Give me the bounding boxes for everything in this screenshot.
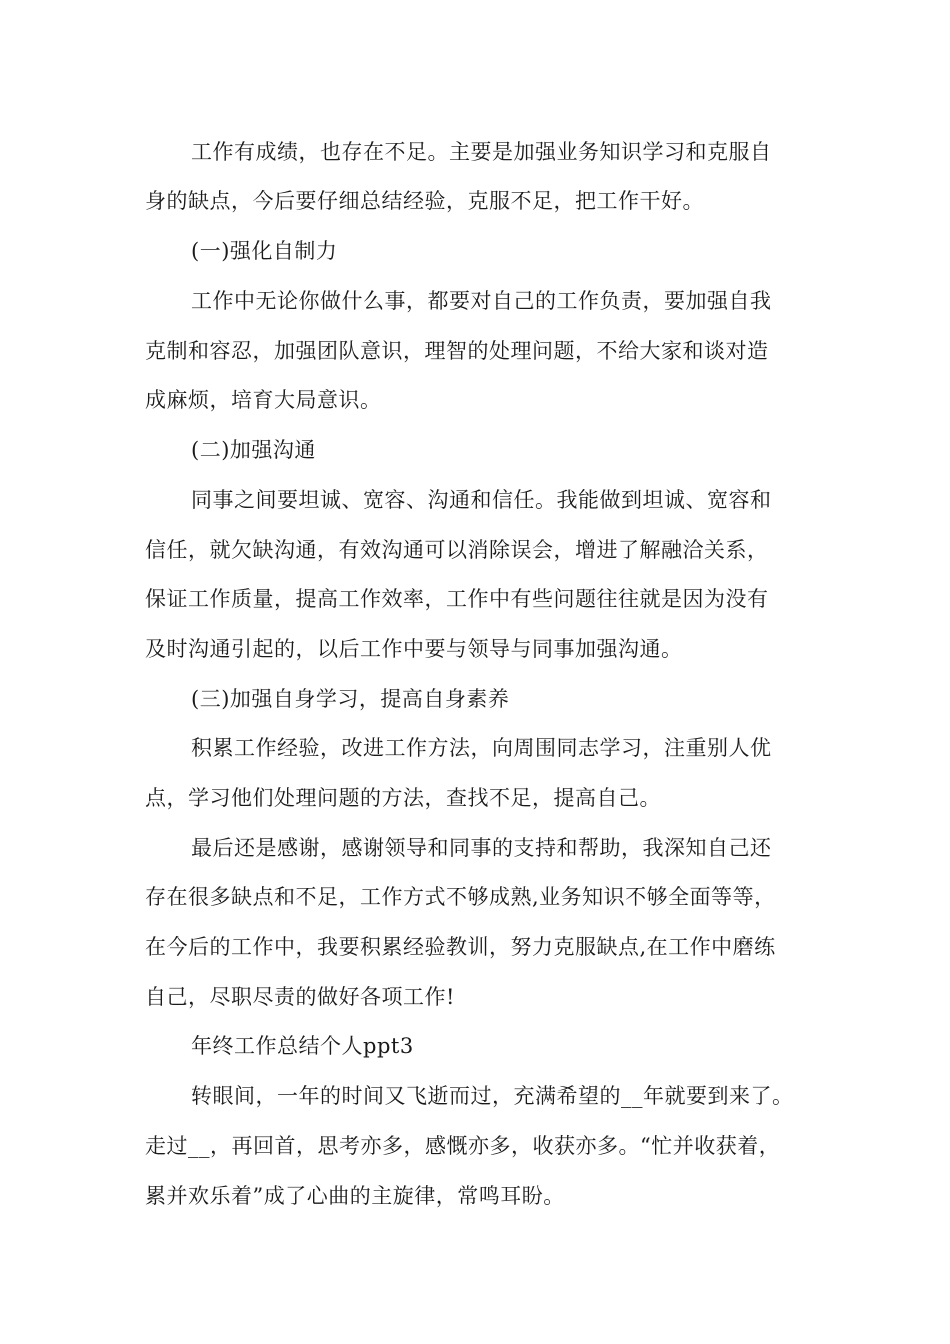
paragraph-line: 保证工作质量，提高工作效率，工作中有些问题往往就是因为没有 bbox=[145, 587, 769, 611]
paragraph-line: 身的缺点，今后要仔细总结经验，克服不足，把工作干好。 bbox=[145, 189, 704, 213]
section-heading: (三)加强自身学习，提高自身素养 bbox=[191, 687, 510, 711]
paragraph-line: 信任，就欠缺沟通，有效沟通可以消除误会，增进了解融洽关系， bbox=[145, 538, 769, 562]
section-heading: (二)加强沟通 bbox=[191, 438, 316, 462]
document-title: 年终工作总结个人ppt3 bbox=[191, 1034, 414, 1058]
paragraph-line: 成麻烦，培育大局意识。 bbox=[145, 388, 382, 412]
paragraph-line: 及时沟通引起的，以后工作中要与领导与同事加强沟通。 bbox=[145, 637, 683, 661]
paragraph-line: 工作有成绩，也存在不足。主要是加强业务知识学习和克服自 bbox=[191, 140, 772, 164]
paragraph-line: 最后还是感谢，感谢领导和同事的支持和帮助，我深知自己还 bbox=[191, 836, 772, 860]
paragraph-line: 工作中无论你做什么事，都要对自己的工作负责，要加强自我 bbox=[191, 289, 772, 313]
section-heading: (一)强化自制力 bbox=[191, 239, 338, 263]
paragraph-line: 走过__，再回首，思考亦多，感慨亦多，收获亦多。“忙并收获着， bbox=[145, 1134, 781, 1158]
paragraph-line: 克制和容忍，加强团队意识，理智的处理问题，不给大家和谈对造 bbox=[145, 339, 769, 363]
paragraph-line: 自己，尽职尽责的做好各项工作! bbox=[145, 985, 455, 1009]
paragraph-line: 积累工作经验，改进工作方法，向周围同志学习，注重别人优 bbox=[191, 736, 772, 760]
paragraph-line: 转眼间，一年的时间又飞逝而过，充满希望的__年就要到来了。 bbox=[191, 1084, 794, 1108]
paragraph-line: 点，学习他们处理问题的方法，查找不足，提高自己。 bbox=[145, 786, 661, 810]
paragraph-line: 同事之间要坦诚、宽容、沟通和信任。我能做到坦诚、宽容和 bbox=[191, 488, 772, 512]
paragraph-line: 累并欢乐着”成了心曲的主旋律，常鸣耳盼。 bbox=[145, 1184, 565, 1208]
paragraph-line: 存在很多缺点和不足，工作方式不够成熟,业务知识不够全面等等， bbox=[145, 885, 776, 909]
paragraph-line: 在今后的工作中，我要积累经验教训，努力克服缺点,在工作中磨练 bbox=[145, 935, 776, 959]
